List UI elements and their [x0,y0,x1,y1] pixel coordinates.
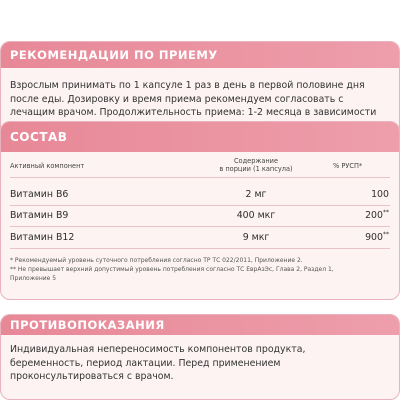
recommendations-line: Взрослым принимать по 1 капсуле 1 раз в день в первой половине дня [10,80,365,91]
contraindications-line: Индивидуальная непереносимость компонентов продукта, [10,344,306,355]
row-rsp: 200** [365,209,389,221]
footnotes [10,257,385,283]
contraindications-text [1,335,399,384]
row-amount: 9 мкг [242,232,270,243]
composition-card [0,121,400,300]
table-row [1,229,399,249]
table-row [1,186,399,206]
row-rsp: 900** [365,231,389,243]
table-divider [10,248,390,249]
table-divider [10,205,390,206]
header-content-line1: Содержание [233,157,279,165]
row-amount: 400 мкг [236,210,276,221]
header-content [201,157,311,173]
table-row [1,207,399,227]
row-name: Витамин В9 [10,210,69,221]
contraindications-title: ПРОТИВОПОКАЗАНИЯ [1,315,399,335]
contraindications-line: беременность, период лактации. Перед применением [10,357,281,369]
footnote: * Рекомендуемый уровень суточного потребления согласно ТР ТС 022/2011, Приложение 2. [10,257,303,264]
row-name: Витамин В12 [10,232,75,243]
table-divider [10,177,390,178]
row-rsp: 100 [371,189,389,200]
footnote: ** Не превышает верхний допустимый уровень потребления согласно ТС ЕврАзЭс, Глава 2, Раздел 1, [10,265,334,273]
row-amount: 2 мг [245,189,267,200]
composition-title: СОСТАВ [1,122,399,152]
header-active-component: Активный компонент [10,162,85,170]
header-rsp: % РУСП* [333,162,363,170]
recommendations-line: после еды. Дозировку и время приема рекомендуем согласовать с [10,93,344,105]
contraindications-card [0,314,400,400]
header-content-line2: в порции (1 капсула) [219,165,293,173]
row-name: Витамин В6 [10,189,69,200]
recommendations-line: лечащим врачом. Продолжительность приема: 1-2 месяца в зависимости [10,107,377,119]
footnote: Приложение 5 [10,274,57,282]
composition-table [1,152,399,260]
recommendations-title: РЕКОМЕНДАЦИИ ПО ПРИЕМУ [1,42,399,68]
contraindications-line: проконсультироваться с врачом. [10,371,174,383]
table-divider [10,226,390,227]
